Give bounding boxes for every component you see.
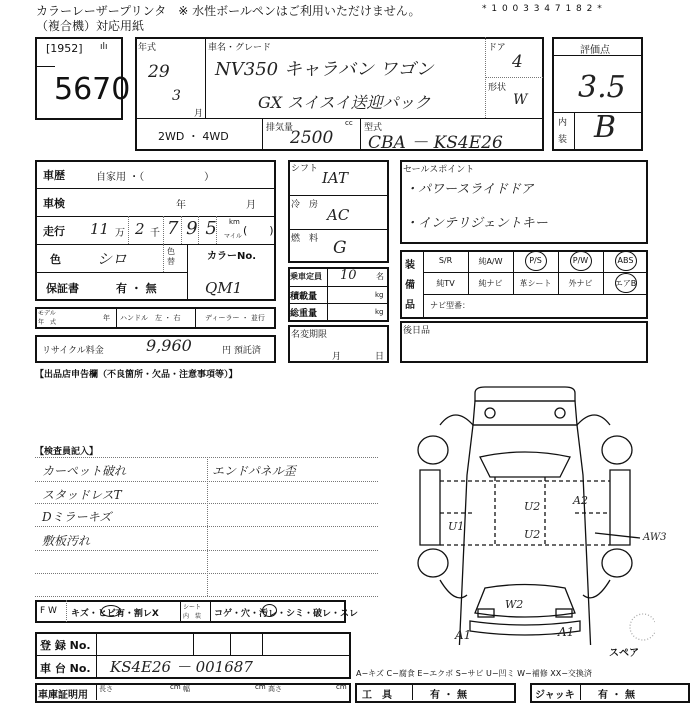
gross-unit: kg xyxy=(375,308,384,316)
car-damage-diagram xyxy=(415,385,655,645)
inspector-note-4: 敷板汚れ xyxy=(42,534,91,548)
recycle-label: リサイクル料金 xyxy=(42,346,104,356)
capacity-unit: 名 xyxy=(376,272,384,281)
shape-value: W xyxy=(513,92,528,108)
lot-number: 5670 xyxy=(54,72,131,107)
warranty-label: 保証書 xyxy=(46,282,79,295)
equipment-circle-mark xyxy=(615,273,637,293)
capacity-value: 10 xyxy=(340,268,357,283)
shift-label: シフト xyxy=(291,164,319,174)
seat-label1: シート xyxy=(183,604,202,611)
shape-label: 形状 xyxy=(488,83,507,93)
tools-value: 有 ・ 無 xyxy=(430,690,467,701)
tools-label: 工 具 xyxy=(362,690,392,701)
interior-score: B xyxy=(594,110,617,145)
inspection-month-unit: 月 xyxy=(246,200,256,211)
damage-mark-u2-roof: U2 xyxy=(524,500,541,513)
damage-legend: A−キズ C−腐食 E−エクボ S−サビ U−凹ミ W−補修 XX−交換済 xyxy=(356,669,592,678)
inspection-year-unit: 年 xyxy=(176,200,186,211)
model-value: CBA － KS4E26 xyxy=(368,133,503,153)
mileage-mile: マイル xyxy=(224,233,242,240)
damage-mark-a1-right: A1 xyxy=(558,625,575,639)
recycle-unit: 円 預託済 xyxy=(222,346,261,356)
chassis-number: KS4E26 － 001687 xyxy=(110,658,253,676)
jack-label: ジャッキ xyxy=(535,690,575,701)
door-value: 4 xyxy=(512,52,523,72)
fuel-value: G xyxy=(333,238,347,258)
navi-model-label: ナビ型番： xyxy=(430,301,470,310)
vehicle-grade: GX スイスイ送迎パック xyxy=(258,93,431,112)
mileage-rest: 7 9 5 xyxy=(167,218,218,239)
seat-value: コゲ・穴・汚レ・シミ・破レ・スレ xyxy=(214,609,359,619)
ac-value: AC xyxy=(327,206,350,224)
interior-label2: 装 xyxy=(558,135,568,145)
sales-point-label: セールスポイント xyxy=(403,165,475,175)
inspector-note-1: カーペット破れ xyxy=(42,464,127,478)
equipment-circle-mark xyxy=(615,251,637,271)
damage-mark-aw3: AW3 xyxy=(643,532,667,543)
fw-value: キズ・ヒビ有・割レX xyxy=(71,609,159,619)
garage-width-label: 幅 xyxy=(183,685,190,693)
equipment-circle-mark xyxy=(570,251,592,271)
model-year-unit: 年 xyxy=(103,314,110,322)
equipment-item: エアB xyxy=(614,279,637,288)
garage-length-label: 長さ xyxy=(99,685,113,693)
history-value: 自家用 ・（ ） xyxy=(96,172,215,183)
score-value: 3.5 xyxy=(578,70,626,105)
recycle-value: 9,960 xyxy=(146,336,192,355)
model-year-label2: 年 式 xyxy=(38,319,57,326)
damage-mark-a2: A2 xyxy=(573,494,588,507)
mileage-man: 11 xyxy=(90,220,110,238)
drive-type: 2WD ・ 4WD xyxy=(158,130,229,143)
declaration-label: 【出品店申告欄（不良箇所・欠品・注意事項等）】 xyxy=(35,370,238,380)
garage-height-label: 高さ xyxy=(268,685,282,693)
damage-mark-w2: W2 xyxy=(505,598,524,611)
mileage-sen: 2 xyxy=(135,220,145,238)
history-label: 車歴 xyxy=(43,169,65,182)
color-value: シロ xyxy=(97,250,128,268)
seat-label2: 内 装 xyxy=(183,613,202,620)
equipment-item: 革シート xyxy=(519,279,552,288)
lot-code: [1952] xyxy=(46,42,83,55)
mileage-sen-unit: 千 xyxy=(150,228,160,239)
equipment-item: 外ナビ xyxy=(568,279,593,288)
inspector-note-2: スタッドレスT xyxy=(42,488,122,502)
equipment-label-3: 品 xyxy=(405,300,415,311)
mileage-km: km xyxy=(229,218,240,226)
displacement-value: 2500 xyxy=(290,128,334,148)
inspection-label: 車検 xyxy=(43,197,65,210)
damage-mark-u2-lower: U2 xyxy=(524,528,541,541)
equipment-item: ABS xyxy=(617,256,634,265)
capacity-label: 乗車定員 xyxy=(290,272,322,281)
color-label: 色 xyxy=(50,253,61,266)
rename-day: 日 xyxy=(375,352,385,362)
header-line1: カラーレーザープリンタ ※ 水性ボールペンはご利用いただけません。 xyxy=(36,4,421,18)
fuel-label: 燃 料 xyxy=(291,234,319,244)
color-number-label: カラーNo. xyxy=(207,251,257,262)
header-line2: （複合機）対応用紙 xyxy=(36,19,145,33)
chassis-label: 車 台 No. xyxy=(40,662,91,675)
model-label: 型式 xyxy=(364,123,383,133)
equipment-item: S/R xyxy=(438,256,453,265)
equipment-item: 純A/W xyxy=(478,257,503,266)
inspector-label: 【検査員記入】 xyxy=(35,447,99,457)
inspector-note-right-1: エンドパネル歪 xyxy=(212,464,296,478)
sales-point-1: ・パワースライドドア xyxy=(405,182,534,197)
color-change-label: 色替 xyxy=(167,247,175,266)
damage-mark-u1: U1 xyxy=(448,520,465,533)
gross-label: 総重量 xyxy=(290,309,318,319)
equipment-item: P/S xyxy=(529,256,542,265)
equipment-item: P/W xyxy=(572,256,589,265)
load-unit: kg xyxy=(375,291,384,299)
garage-width-unit: cm xyxy=(255,683,266,691)
displacement-unit: cc xyxy=(345,119,353,127)
lot-mark: ılı xyxy=(100,42,108,52)
sales-point-2: ・インテリジェントキー xyxy=(405,216,548,231)
model-year-label1: モデル xyxy=(38,310,56,317)
dealer-option: ディーラー ・ 並行 xyxy=(205,314,265,322)
garage-length-unit: cm xyxy=(170,683,181,691)
ac-label: 冷 房 xyxy=(291,200,319,210)
rename-month: 月 xyxy=(332,352,342,362)
vehicle-name: NV350 キャラバン ワゴン xyxy=(215,59,434,80)
displacement-label: 排気量 xyxy=(266,123,294,133)
month-value: 3 xyxy=(172,88,181,104)
later-items-box xyxy=(400,321,648,363)
inspector-note-3: Dミラーキズ xyxy=(42,510,112,524)
equipment-item: 純TV xyxy=(436,279,455,288)
garage-height-unit: cm xyxy=(336,683,347,691)
name-label: 車名・グレード xyxy=(208,43,272,53)
month-unit: 月 xyxy=(194,109,204,119)
mileage-label: 走行 xyxy=(43,225,65,238)
door-label: ドア xyxy=(488,43,506,53)
mileage-paren: ( ) xyxy=(243,224,274,237)
score-label: 評価点 xyxy=(580,45,610,56)
load-label: 積載量 xyxy=(290,292,318,302)
registration-label: 登 録 No. xyxy=(40,639,91,652)
spare-label: スペア xyxy=(609,648,639,659)
seat-circle xyxy=(262,604,277,617)
color-number: QM1 xyxy=(205,279,243,297)
fw-label: F W xyxy=(40,606,57,616)
later-items-label: 後日品 xyxy=(403,326,431,336)
rename-label: 名変期限 xyxy=(291,330,328,340)
year-value: 29 xyxy=(148,62,170,82)
warranty-value: 有 ・ 無 xyxy=(116,282,157,295)
year-label: 年式 xyxy=(138,43,157,53)
serial-number: * 1 0 0 3 3 4 7 1 8 2 * xyxy=(482,4,603,14)
interior-label1: 内 xyxy=(558,118,568,128)
fw-circle xyxy=(101,605,121,617)
equipment-label-1: 装 xyxy=(405,260,415,271)
mileage-man-unit: 万 xyxy=(115,228,125,239)
shift-value: IAT xyxy=(322,169,348,187)
handle-option: ハンドル 左 ・ 右 xyxy=(120,314,181,322)
damage-mark-a1-left: A1 xyxy=(455,628,472,642)
equipment-circle-mark xyxy=(525,251,547,271)
garage-label: 車庫証明用 xyxy=(38,690,88,701)
equipment-label-2: 備 xyxy=(405,280,415,291)
jack-value: 有 ・ 無 xyxy=(598,690,635,701)
equipment-item: 純ナビ xyxy=(478,279,503,288)
